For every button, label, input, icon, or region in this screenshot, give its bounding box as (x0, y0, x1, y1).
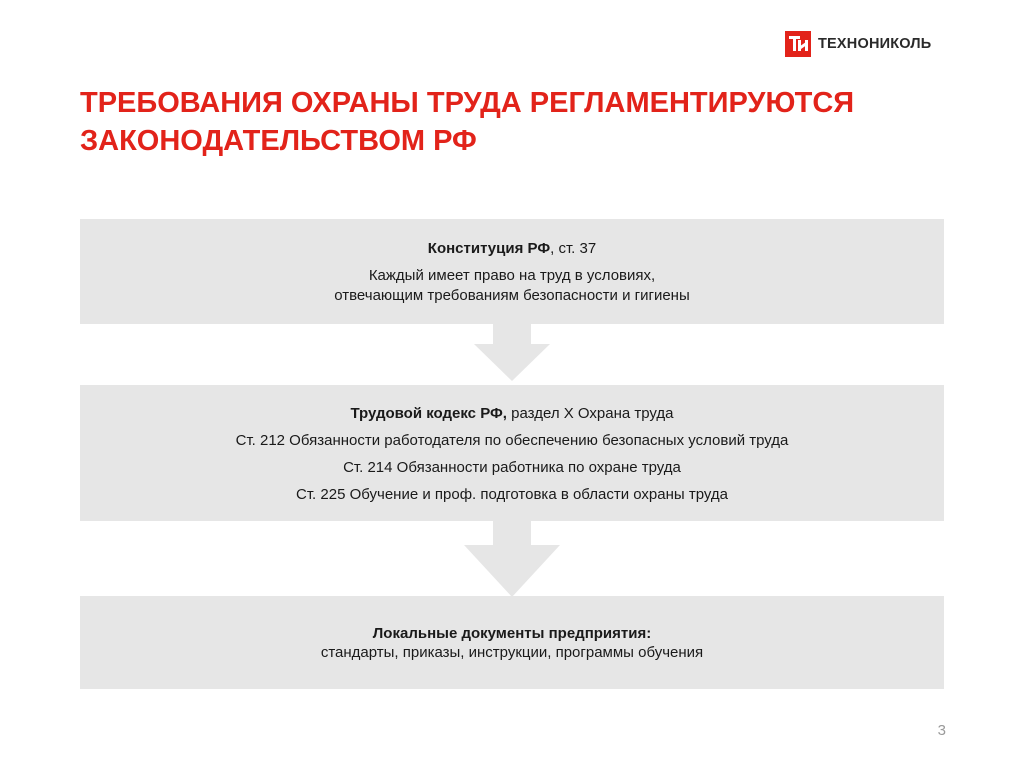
down-arrow-2-icon (464, 545, 560, 597)
constitution-heading-bold: Конституция РФ (427, 240, 551, 257)
labor-code-heading-bold: Трудовой кодекс РФ, (350, 405, 507, 422)
down-arrow-2-stem (493, 521, 531, 545)
labor-code-article-214: Ст. 214 Обязанности работника по охране труда (343, 459, 681, 476)
slide-title-line-2: ЗАКОНОДАТЕЛЬСТВОМ РФ (80, 125, 477, 157)
slide-title (80, 84, 960, 160)
constitution-heading-article: , ст. 37 (550, 240, 597, 257)
labor-code-heading (80, 404, 944, 424)
page-number: 3 (937, 722, 946, 739)
constitution-heading (80, 240, 944, 258)
down-arrow-1-icon (474, 344, 550, 381)
tn-logo-mark-icon (785, 31, 811, 57)
logo-text: ТЕХНОНИКОЛЬ (818, 36, 932, 52)
slide-title-line-1: ТРЕБОВАНИЯ ОХРАНЫ ТРУДА РЕГЛАМЕНТИРУЮТСЯ (80, 87, 855, 119)
company-logo (785, 30, 931, 58)
labor-code-article-225: Ст. 225 Обучение и проф. подготовка в области охраны труда (296, 486, 728, 503)
labor-code-article-212: Ст. 212 Обязанности работодателя по обеспечению безопасных условий труда (235, 432, 789, 449)
constitution-text-line-2: отвечающим требованиям безопасности и гигиены (334, 287, 690, 304)
local-documents-heading: Локальные документы предприятия: (372, 625, 652, 642)
local-documents-box (80, 596, 944, 689)
labor-code-box (80, 385, 944, 521)
local-documents-text: стандарты, приказы, инструкции, программы обучения (320, 644, 704, 661)
labor-code-heading-section: раздел X Охрана труда (506, 405, 674, 422)
constitution-box (80, 219, 944, 324)
down-arrow-1-stem (493, 324, 531, 344)
constitution-text-line-1: Каждый имеет право на труд в условиях, (368, 267, 656, 284)
